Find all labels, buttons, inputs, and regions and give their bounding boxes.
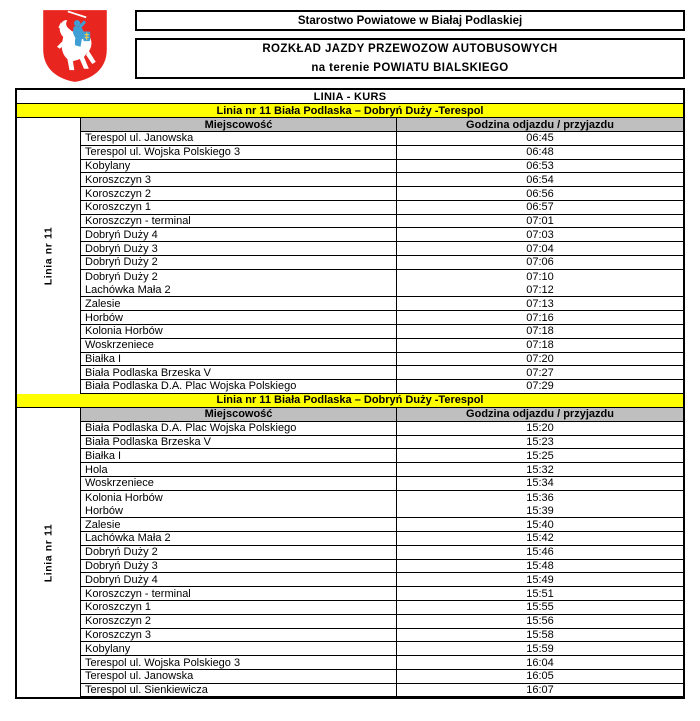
table-row — [81, 160, 683, 174]
stop-name-cell: Zalesie — [81, 518, 397, 531]
stop-name-cell: Koroszczyn 3 — [81, 629, 397, 642]
time-cell: 06:45 — [526, 132, 554, 145]
time-cell: 07:27 — [526, 366, 554, 379]
stop-name-cell: Dobryń Duży 2 — [81, 256, 397, 269]
time-cell: 07:18 — [526, 339, 554, 352]
table-row — [81, 242, 683, 256]
table-row — [81, 201, 683, 215]
time-cell: 15:34 — [526, 477, 554, 490]
table-row — [81, 311, 683, 325]
stop-name-cell: Koroszczyn 1 — [81, 601, 397, 614]
time-cell: 07:04 — [526, 242, 554, 255]
stop-name-cell: Kolonia Horbów — [81, 325, 397, 338]
time-cell: 15:46 — [526, 546, 554, 559]
time-cell: 06:54 — [526, 173, 554, 186]
table-row — [81, 187, 683, 201]
stop-name-cell: Dobryń Duży 3 — [81, 242, 397, 255]
time-cell: 07:13 — [526, 297, 554, 310]
stop-name-cell: Horbów — [81, 505, 397, 518]
table-row — [81, 284, 683, 298]
table-row — [81, 505, 683, 519]
time-cell: 15:23 — [526, 436, 554, 449]
time-cell: 07:06 — [526, 256, 554, 269]
section-grid — [81, 118, 683, 394]
time-cell: 15:51 — [526, 587, 554, 600]
time-cell: 15:40 — [526, 518, 554, 531]
stop-name-cell: Terespol ul. Janowska — [81, 670, 397, 683]
time-cell: 07:10 — [526, 270, 554, 283]
stop-name-cell: Dobryń Duży 2 — [81, 546, 397, 559]
timetable-table — [15, 88, 685, 699]
stop-name-cell: Woskrzeniece — [81, 339, 397, 352]
stop-name-cell: Białka I — [81, 449, 397, 462]
stop-name-cell: Kobylany — [81, 160, 397, 173]
time-cell: 07:20 — [526, 352, 554, 365]
coat-of-arms-icon — [40, 8, 110, 84]
stop-name-cell: Hola — [81, 463, 397, 476]
line-number-cell — [17, 408, 81, 698]
timetable-section — [17, 104, 683, 394]
table-row — [81, 491, 683, 505]
table-row — [81, 463, 683, 477]
table-row — [81, 380, 683, 394]
stop-name-cell: Biała Podlaska Brzeska V — [81, 366, 397, 379]
sections — [17, 104, 683, 697]
table-row — [81, 532, 683, 546]
organization-name: Starostwo Powiatowe w Białaj Podlaskiej — [297, 14, 523, 27]
time-cell: 15:56 — [526, 615, 554, 628]
rows — [81, 132, 683, 394]
stop-name-cell: Kobylany — [81, 642, 397, 655]
table-row — [81, 670, 683, 684]
time-cell: 07:29 — [526, 380, 554, 393]
stop-name-cell: Woskrzeniece — [81, 477, 397, 490]
document-title-line1: ROZKŁAD JAZDY PRZEWOZOW AUTOBUSOWYCH — [262, 43, 558, 56]
table-row — [81, 146, 683, 160]
line-number-label: Linia nr 11 — [42, 523, 55, 582]
rows — [81, 422, 683, 698]
document-header — [135, 10, 685, 79]
table-row — [81, 601, 683, 615]
table-row — [81, 132, 683, 146]
time-cell: 15:32 — [526, 463, 554, 476]
document-title-line2: na terenie POWIATU BIALSKIEGO — [311, 61, 509, 74]
time-cell: 16:04 — [526, 656, 554, 669]
linia-kurs-header: LINIA - KURS — [17, 90, 683, 104]
table-row — [81, 325, 683, 339]
stop-name-cell: Koroszczyn 3 — [81, 173, 397, 186]
table-row — [81, 477, 683, 491]
time-cell: 06:48 — [526, 146, 554, 159]
table-row — [81, 173, 683, 187]
time-cell: 16:07 — [526, 684, 554, 697]
stop-name-cell: Dobryń Duży 4 — [81, 573, 397, 586]
stop-name-cell: Biała Podlaska D.A. Plac Wojska Polskiego — [81, 422, 397, 435]
time-cell: 15:49 — [526, 573, 554, 586]
table-row — [81, 366, 683, 380]
column-header-row — [81, 408, 683, 422]
route-title-bar: Linia nr 11 Biała Podlaska – Dobryń Duży -Terespol — [17, 394, 683, 408]
time-cell: 06:57 — [526, 201, 554, 214]
table-row — [81, 228, 683, 242]
time-cell: 15:59 — [526, 642, 554, 655]
stop-name-cell: Koroszczyn 2 — [81, 615, 397, 628]
table-row — [81, 560, 683, 574]
stop-name-cell: Koroszczyn - terminal — [81, 587, 397, 600]
line-number-label: Linia nr 11 — [42, 226, 55, 286]
time-cell: 15:36 — [526, 491, 554, 504]
stop-name-cell: Dobryń Duży 2 — [81, 270, 397, 284]
stop-name-cell: Lachówka Mała 2 — [81, 284, 397, 297]
stop-name-cell: Terespol ul. Wojska Polskiego 3 — [81, 146, 397, 159]
stop-name-cell: Horbów — [81, 311, 397, 324]
section-grid — [81, 408, 683, 698]
stop-name-cell: Terespol ul. Janowska — [81, 132, 397, 145]
time-cell: 06:56 — [526, 187, 554, 200]
table-row — [81, 297, 683, 311]
time-cell: 15:42 — [526, 532, 554, 545]
table-row — [81, 573, 683, 587]
stop-name-cell: Dobryń Duży 4 — [81, 228, 397, 241]
section-body — [17, 118, 683, 394]
table-row — [81, 339, 683, 353]
time-cell: 07:16 — [526, 311, 554, 324]
time-cell: 15:25 — [526, 449, 554, 462]
time-cell: 15:39 — [526, 504, 554, 517]
time-cell: 16:05 — [526, 670, 554, 683]
stop-name-cell: Terespol ul. Wojska Polskiego 3 — [81, 656, 397, 669]
time-cell: 07:03 — [526, 228, 554, 241]
line-number-cell — [17, 118, 81, 394]
column-header-place: Miejscowość — [81, 408, 397, 421]
time-cell: 06:53 — [526, 159, 554, 172]
time-cell: 15:20 — [526, 422, 554, 435]
stop-name-cell: Biała Podlaska Brzeska V — [81, 436, 397, 449]
table-row — [81, 656, 683, 670]
table-row — [81, 615, 683, 629]
time-cell: 15:48 — [526, 560, 554, 573]
stop-name-cell: Kolonia Horbów — [81, 491, 397, 505]
table-row — [81, 353, 683, 367]
time-cell: 15:55 — [526, 601, 554, 614]
time-cell: 07:01 — [526, 215, 554, 228]
table-row — [81, 449, 683, 463]
stop-name-cell: Koroszczyn 1 — [81, 201, 397, 214]
stop-name-cell: Terespol ul. Sienkiewicza — [81, 684, 397, 697]
stop-name-cell: Koroszczyn 2 — [81, 187, 397, 200]
time-cell: 07:18 — [526, 325, 554, 338]
stop-name-cell: Dobryń Duży 3 — [81, 560, 397, 573]
table-row — [81, 642, 683, 656]
table-row — [81, 270, 683, 284]
column-header-time: Godzina odjazdu / przyjazdu — [466, 408, 614, 421]
timetable-section — [17, 394, 683, 698]
table-row — [81, 518, 683, 532]
document-title-box — [135, 38, 685, 79]
time-cell: 07:12 — [526, 283, 554, 296]
table-row — [81, 546, 683, 560]
stop-name-cell: Biała Podlaska D.A. Plac Wojska Polskiego — [81, 380, 397, 393]
table-row — [81, 629, 683, 643]
table-row — [81, 422, 683, 436]
stop-name-cell: Lachówka Mała 2 — [81, 532, 397, 545]
column-header-place: Miejscowość — [81, 118, 397, 131]
column-header-time: Godzina odjazdu / przyjazdu — [466, 118, 614, 131]
column-header-row — [81, 118, 683, 132]
table-row — [81, 684, 683, 698]
table-row — [81, 215, 683, 229]
organization-box — [135, 10, 685, 31]
route-title-bar: Linia nr 11 Biała Podlaska – Dobryń Duży -Terespol — [17, 104, 683, 118]
stop-name-cell: Koroszczyn - terminal — [81, 215, 397, 228]
table-row — [81, 436, 683, 450]
section-body — [17, 408, 683, 698]
table-row — [81, 256, 683, 270]
table-row — [81, 587, 683, 601]
time-cell: 15:58 — [526, 628, 554, 641]
stop-name-cell: Zalesie — [81, 297, 397, 310]
stop-name-cell: Białka I — [81, 353, 397, 366]
